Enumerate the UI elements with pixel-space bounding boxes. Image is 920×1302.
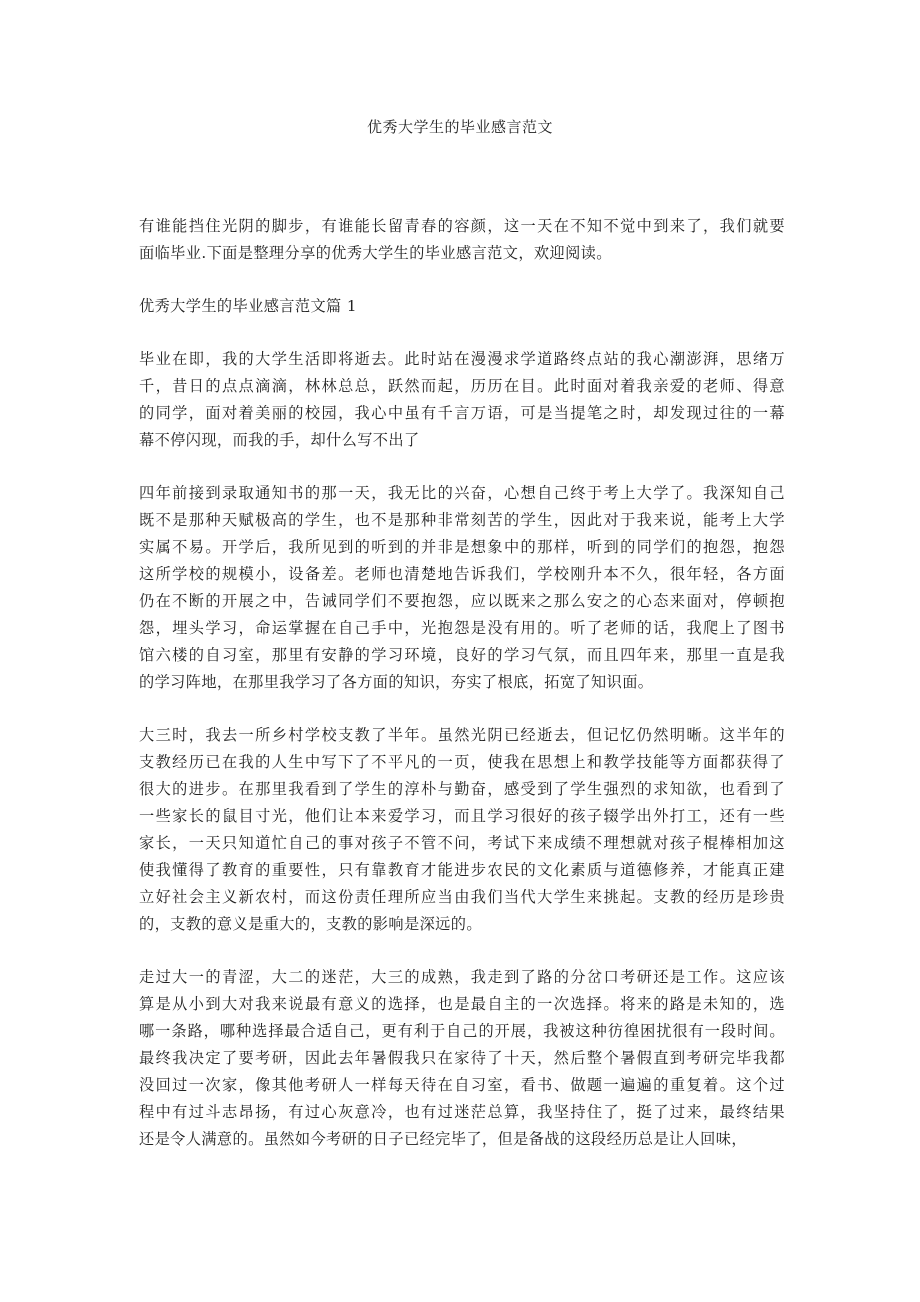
text-line: 幕不停闪现，而我的手，却什么写不出了 (139, 431, 420, 449)
paragraph-spacer (139, 938, 785, 964)
document-body (139, 213, 785, 1153)
text-line: 面临毕业.下面是整理分享的优秀大学生的毕业感言范文，欢迎阅读。 (139, 244, 612, 262)
text-line: 的，支教的意义是重大的，支教的影响是深远的。 (139, 915, 482, 933)
paragraph (139, 722, 785, 938)
text-line: 的学习阵地，在那里我学习了各方面的知识，夯实了根底，拓宽了知识面。 (139, 673, 654, 691)
document-title: 优秀大学生的毕业感言范文 (366, 118, 553, 136)
text-line: 毕业在即，我的大学生活即将逝去。此时站在漫漫求学道路终点站的我心潮澎湃，思绪万 (139, 350, 785, 368)
text-line: 四年前接到录取通知书的那一天，我无比的兴奋，心想自己终于考上大学了。我深知自己 (139, 484, 785, 502)
text-line: 的同学，面对着美丽的校园，我心中虽有千言万语，可是当提笔之时，却发现过往的一幕 (139, 404, 785, 422)
text-line: 仍在不断的开展之中，告诫同学们不要抱怨，应以既来之那么安之的心态来面对，停顿抱 (139, 592, 785, 610)
text-line: 支教经历已在我的人生中写下了不平凡的一页，使我在思想上和教学技能等方面都获得了 (139, 753, 785, 771)
text-line: 最终我决定了要考研，因此去年暑假我只在家待了十天，然后整个暑假直到考研完毕我都 (139, 1049, 785, 1067)
text-line: 有谁能挡住光阴的脚步，有谁能长留青春的容颜，这一天在不知不觉中到来了，我们就要 (139, 217, 785, 235)
paragraph-spacer (139, 267, 785, 293)
paragraph-spacer (139, 696, 785, 722)
text-line: 既不是那种天赋极高的学生，也不是那种非常刻苦的学生，因此对于我来说，能考上大学 (139, 511, 785, 529)
paragraph (139, 213, 785, 267)
text-line: 哪一条路，哪种选择最合适自己，更有利于自己的开展，我被这种彷徨困扰很有一段时间。 (139, 1022, 785, 1040)
text-line: 家长，一天只知道忙自己的事对孩子不管不问，考试下来成绩不理想就对孩子棍棒相加这 (139, 834, 785, 852)
section-heading (139, 293, 785, 320)
text-line: 走过大一的青涩，大二的迷茫，大三的成熟，我走到了路的分岔口考研还是工作。这应该 (139, 968, 785, 986)
paragraph-spacer (139, 320, 785, 346)
text-line: 实属不易。开学后，我所见到的听到的并非是想象中的那样，听到的同学们的抱怨，抱怨 (139, 538, 785, 556)
text-line: 优秀大学生的毕业感言范文篇 1 (139, 297, 357, 315)
text-line: 馆六楼的自习室，那里有安静的学习环境，良好的学习气氛，而且四年来，那里一直是我 (139, 646, 785, 664)
text-line: 没回过一次家，像其他考研人一样每天待在自习室，看书、做题一遍遍的重复着。这个过 (139, 1076, 785, 1094)
paragraph-spacer (139, 454, 785, 480)
text-line: 算是从小到大对我来说最有意义的选择，也是最自主的一次选择。将来的路是未知的，选 (139, 995, 785, 1013)
paragraph (139, 964, 785, 1153)
text-line: 一些家长的鼠目寸光，他们让本来爱学习，而且学习很好的孩子辍学出外打工，还有一些 (139, 807, 785, 825)
paragraph (139, 346, 785, 454)
text-line: 大三时，我去一所乡村学校支教了半年。虽然光阴已经逝去，但记忆仍然明晰。这半年的 (139, 726, 785, 744)
text-line: 千，昔日的点点滴滴，林林总总，跃然而起，历历在目。此时面对着我亲爱的老师、得意 (139, 377, 785, 395)
text-line: 立好社会主义新农村，而这份责任理所应当由我们当代大学生来挑起。支教的经历是珍贵 (139, 888, 785, 906)
text-line: 很大的进步。在那里我看到了学生的淳朴与勤奋，感受到了学生强烈的求知欲，也看到了 (139, 780, 785, 798)
text-line: 还是令人满意的。虽然如今考研的日子已经完毕了，但是备战的这段经历总是让人回味， (139, 1130, 747, 1148)
paragraph (139, 480, 785, 696)
text-line: 怨，埋头学习，命运掌握在自己手中，光抱怨是没有用的。听了老师的话，我爬上了图书 (139, 619, 785, 637)
text-line: 使我懂得了教育的重要性，只有靠教育才能进步农民的文化素质与道德修养，才能真正建 (139, 861, 785, 879)
text-line: 程中有过斗志昂扬，有过心灰意冷，也有过迷茫总算，我坚持住了，挺了过来，最终结果 (139, 1103, 785, 1121)
text-line: 这所学校的规模小，设备差。老师也清楚地告诉我们，学校刚升本不久，很年轻，各方面 (139, 565, 785, 583)
